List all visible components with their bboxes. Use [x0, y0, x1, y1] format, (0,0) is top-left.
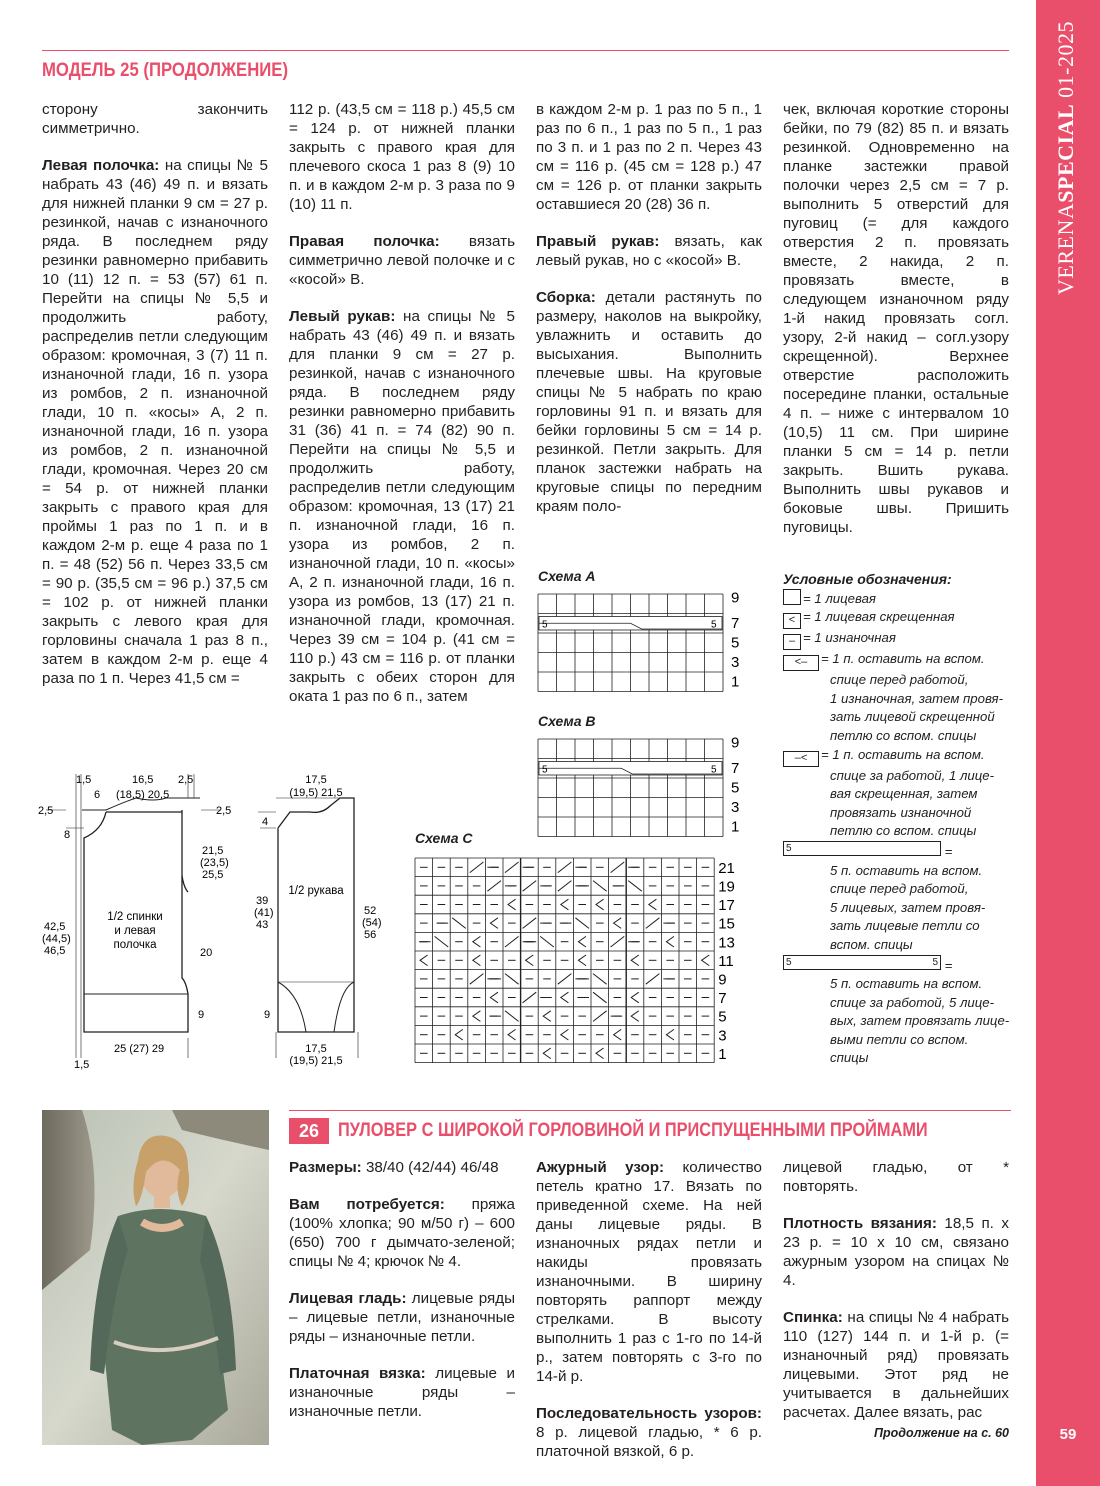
dim-label: (44,5) [42, 933, 71, 945]
section-heading: Левый рукав: [289, 308, 396, 325]
section-heading: Спинка: [783, 1309, 843, 1326]
dim-label: 9 [198, 1009, 205, 1021]
legend-text: = 1 лицевая [803, 590, 876, 606]
row-number: 15 [718, 915, 735, 933]
materials-paragraph [289, 1195, 515, 1271]
dim-label: 21,5 [202, 845, 224, 857]
row-number: 3 [731, 654, 740, 672]
back-paragraph [783, 1308, 1009, 1422]
scheme-c-label: Схема С [415, 830, 473, 846]
dim-label: 43 [256, 919, 269, 931]
twisted-symbol [596, 1048, 604, 1059]
paragraph: чек, включая короткие стороны бейки, по 79 (82) 85 п. и вязать резинкой. Одновременно на планке застежки правой полочки через 2,5 см = 7 р. выполнить 5 отверстий для пуговиц (= для каждого отверстия 2 п. провязать вместе, 2 накида, 2 п. провязать вместе, в следующем изнаночном ряду 1-й накид провязать согл. узору, 2-й накид – согл.узору скрещенной). Верхнее отверстие расположить посередине планки, остальные 4 п. – ниже с интервалом 10 (10,5) 11 см. При ширине планки 5 см = 14 р. петли закрыть. Вшить рукава. Выполнить швы рукавов и боковые швы. Пришить пуговицы. [783, 101, 1009, 536]
section-heading: Правая полочка: [289, 233, 440, 250]
cross-symbol [577, 992, 606, 1003]
cable-count: 5 [542, 619, 548, 631]
row-number: 13 [718, 934, 735, 952]
twisted-symbol [596, 899, 604, 910]
twisted-symbol [490, 918, 498, 929]
text-column-1 [42, 100, 268, 706]
cross-symbol [577, 881, 606, 892]
header-rule [42, 50, 1009, 51]
dim-label: 1,5 [74, 1059, 90, 1071]
dim-label: 2,5 [38, 805, 54, 817]
cable-count: 5 [711, 764, 717, 776]
legend-text: = 1 п. оставить на вспом. [821, 746, 985, 762]
row-number: 1 [731, 818, 740, 836]
legend-text: 5 п. оставить на вспом. [830, 976, 983, 992]
twisted-symbol [473, 1011, 481, 1022]
paragraph-assembly [536, 288, 762, 516]
row-number: 19 [718, 878, 735, 896]
section-text: на спицы № 5 набрать 43 (46) 49 п. и вязать для планки 9 см = 27 р. резинкой, начав с изнаночного ряда. В последнем ряду резинки равномерно прибавить 31 (36) 41 п. = 74 (82) 90 п. Перейти на спицы № 5,5 и продолжить работу, распределив петли следующим образом: кромочная, 13 (17) 21 п. изнаночной глади, 16 п. узора из ромбов, 2 п. изнаночной глади, 10 п. «косы» А, 2 п. изнаночной глади, 16 п. узора из ромбов, 13 (17) 21 п. изнаночной глади, кромочная. Через 39 см = 104 р. (41 см = 110 р.) 43 см = 116 р. от планки закрыть с обеих сторон для оката 1 раз по 6 п., затем [289, 308, 515, 705]
row-number: 17 [718, 897, 735, 915]
legend-text: = 1 изнаночная [803, 630, 896, 646]
brand-name-bold: SPECIAL [1053, 103, 1078, 203]
legend-text: провязать изнаночной [830, 804, 972, 820]
twisted-symbol [614, 918, 622, 929]
cross-symbol [489, 974, 518, 985]
stockinette-paragraph [289, 1289, 515, 1346]
dim-label: 17,5 [305, 1043, 327, 1055]
section-heading: Размеры: [289, 1159, 362, 1176]
section-text: 38/40 (42/44) 46/48 [361, 1159, 499, 1176]
sweater-photo-icon [42, 1110, 269, 1445]
legend-cable-back [783, 955, 1023, 1069]
dim-label: 17,5 [305, 774, 327, 786]
piece-label: полочка [113, 939, 157, 951]
twisted-symbol [490, 992, 498, 1003]
paragraph: 112 р. (43,5 см = 118 р.) 45,5 см = 124 р. от нижней планки закрыть с правого края для плечевого скоса 1 раз 8 (9) 10 п. и в каждом 2-м р. 3 раза по 9 (10) 11 п. [289, 101, 515, 213]
row-number: 21 [718, 859, 735, 877]
legend-text: = 1 лицевая скрещенная [803, 609, 955, 625]
cable-count: 5 [932, 956, 938, 968]
model26-column-3 [783, 1158, 1009, 1440]
back-front-pattern [36, 768, 236, 1073]
dim-label: 20 [200, 947, 213, 959]
model26-rule [289, 1110, 1011, 1111]
twisted-symbol [649, 899, 657, 910]
legend-text: 1 изнаночная, затем провя- [830, 690, 1003, 706]
cross-back-symbol-icon: –< [783, 751, 819, 767]
twisted-symbol [473, 955, 481, 966]
legend-text: спице перед работой, [830, 881, 969, 897]
legend-cross-front [783, 650, 1023, 745]
dim-label: (54) [362, 917, 382, 929]
piece-label: и левая [114, 925, 156, 937]
paragraph-left-front [42, 156, 268, 688]
model-photo [42, 1110, 269, 1445]
dim-label: (23,5) [200, 857, 229, 869]
cross-symbol [577, 974, 606, 985]
section-heading: Левая полочка: [42, 157, 160, 174]
legend-purl [783, 629, 1023, 650]
section-heading: Сборка: [536, 289, 596, 306]
row-number: 5 [731, 779, 740, 797]
section-heading: Ажурный узор: [536, 1159, 665, 1176]
section-text: количество петель кратно 17. Вязать по приведенной схеме. На ней даны лицевые ряды. В изнаночных рядах петли и накиды провязать изнаночными. В ширину повторять раппорт между стрелками. В высоту выполнить 1 раз с 1-го по 14-й р., затем повторять с 3-го по 14-й р. [536, 1159, 762, 1385]
piece-label: 1/2 спинки [107, 911, 163, 923]
cable-back-symbol-icon [783, 955, 941, 970]
cross-front-symbol-icon: <– [783, 655, 819, 671]
row-number: 5 [731, 634, 740, 652]
garter-paragraph [289, 1364, 515, 1421]
row-number: 7 [731, 615, 740, 633]
dim-label: 42,5 [44, 921, 66, 933]
cable-count: 5 [711, 619, 717, 631]
cross-symbol [560, 918, 589, 929]
section-text: вязать симметрично левой полочке и с «косой» В. [289, 233, 515, 288]
model-title: МОДЕЛЬ 25 (ПРОДОЛЖЕНИЕ) [42, 60, 289, 81]
twisted-symbol [561, 992, 569, 1003]
model26-column-1 [289, 1158, 515, 1439]
row-number: 9 [731, 737, 740, 752]
purl-symbol-icon: – [783, 634, 801, 650]
paragraph-right-front [289, 232, 515, 289]
cable-count: 5 [542, 764, 548, 776]
row-number: 11 [718, 952, 734, 970]
legend-text: спице за работой, 5 лице- [830, 994, 994, 1010]
dim-label: 6 [94, 789, 101, 801]
twisted-symbol [666, 1029, 674, 1040]
dim-label: 8 [64, 829, 71, 841]
legend-text: зать лицевые петли со [830, 918, 980, 934]
twisted-symbol [561, 1029, 569, 1040]
twisted-symbol [631, 955, 639, 966]
cross-symbol [419, 936, 448, 947]
twisted-symbol [420, 955, 428, 966]
section-text: лицевые ряды – лицевые петли, изнаночные ряды – изнаночные петли. [289, 1290, 515, 1345]
row-number: 7 [731, 760, 740, 778]
cable-count: 5 [786, 956, 792, 968]
piece-label: 1/2 рукава [288, 885, 344, 897]
row-number: 9 [731, 592, 740, 607]
twisted-symbol [578, 936, 586, 947]
legend-cable-front [783, 841, 1023, 955]
paragraph: лицевой гладью, от * повторять. [783, 1159, 1009, 1195]
legend-text: 5 п. оставить на вспом. [830, 862, 983, 878]
twisted-symbol [543, 1011, 551, 1022]
knit-symbol-icon [783, 589, 801, 605]
section-text: пряжа (100% хлопка; 90 м/50 г) – 600 (650) 700 г дымчато-зеленой; спицы № 4; крючок № 4. [289, 1196, 515, 1270]
sleeve-pattern [250, 768, 390, 1073]
page-number: 59 [1059, 1426, 1077, 1443]
legend-text: вая скрещенная, затем [830, 786, 978, 802]
section-text: лицевые и изнаночные ряды – изнаночные петли. [289, 1365, 515, 1420]
row-number: 9 [718, 971, 727, 989]
twisted-symbol [666, 936, 674, 947]
twisted-symbol [631, 1011, 639, 1022]
cross-symbol [489, 1011, 518, 1022]
row-number: 1 [731, 673, 740, 691]
twisted-symbol [631, 992, 639, 1003]
row-number: 5 [718, 1008, 727, 1026]
dim-label: 25 (27) 29 [114, 1043, 165, 1055]
twisted-symbol [526, 955, 534, 966]
section-text: на спицы № 4 набрать 110 (127) 144 п. и 1-й р. (= изнаночный ряд) провязать лицевыми. Этот ряд не учитывается в дальнейших расчетах. Далее вязать, рас [783, 1309, 1009, 1421]
legend [783, 570, 1023, 1068]
section-text: 8 р. лицевой гладью, * 6 р. платочной вязкой, 6 р. [536, 1424, 762, 1460]
brand-name: VERENA [1053, 202, 1078, 295]
scheme-b-chart [536, 737, 746, 841]
section-text: 18,5 п. х 23 р. = 10 х 10 см, связано ажурным узором на спицах № 4. [783, 1215, 1009, 1289]
legend-text: 5 лицевых, затем провя- [830, 899, 986, 915]
legend-text: = [944, 843, 953, 859]
section-text: детали растянуть по размеру, наколов на выкройку, увлажнить и оставить до высыхания. Выполнить плечевые швы. На круговые спицы № 5 набрать по краю горловины 91 п. и вязать для бейки горловины 5 см = 14 р. резинкой. Петли закрыть. Для планок застежки набрать на круговые спицы по передним краям поло- [536, 289, 762, 515]
twisted-symbol [473, 936, 481, 947]
legend-text: спице за работой, 1 лице- [830, 767, 994, 783]
twisted-symbol [455, 1029, 463, 1040]
cross-symbol [525, 936, 554, 947]
row-number: 3 [718, 1027, 727, 1045]
dim-label: 4 [262, 816, 269, 828]
twisted-symbol [561, 899, 569, 910]
magazine-brand [1046, 21, 1086, 295]
scheme-b-label: Схема В [538, 713, 596, 729]
twisted-symbol [578, 955, 586, 966]
cross-symbol [613, 881, 642, 892]
row-number: 7 [718, 990, 727, 1008]
legend-text: спицы [830, 1050, 869, 1066]
section-heading: Платочная вязка: [289, 1365, 426, 1382]
cable-front-symbol-icon [783, 841, 941, 856]
cable-count: 5 [786, 842, 792, 854]
legend-text: = [944, 957, 953, 973]
legend-text: зать лицевой скрещенной [830, 709, 995, 725]
paragraph: в каждом 2-м р. 1 раз по 5 п., 1 раз по 6 п., 1 раз по 5 п., 1 раз по 3 п. и 1 раз по 2 п. Через 43 см = 116 р. (45 см = 128 р.) 47 см = 126 р. от планки закрыть оставшиеся 20 (28) 36 п. [536, 101, 762, 213]
sizes-paragraph [289, 1158, 515, 1177]
dim-label: 1,5 [76, 774, 92, 786]
dim-label: 46,5 [44, 945, 66, 957]
row-number: 3 [731, 799, 740, 817]
lace-paragraph [536, 1158, 762, 1386]
legend-text: вых, затем провязать лице- [830, 1013, 1010, 1029]
dim-label: 39 [256, 895, 269, 907]
section-text: вязать, как левый рукав, но с «косой» В. [536, 233, 763, 269]
paragraph-right-sleeve [536, 232, 762, 270]
twisted-knit-symbol-icon: < [783, 613, 801, 629]
scheme-c-chart [413, 855, 743, 1067]
paragraph: сторону закончить симметрично. [42, 101, 268, 137]
twisted-symbol [508, 1029, 516, 1040]
legend-text: петлю со вспом. спицы [830, 823, 977, 839]
issue-number: 01-2025 [1053, 21, 1078, 98]
section-heading: Последовательность узоров: [536, 1405, 762, 1422]
legend-title: Условные обозначения: [783, 571, 952, 587]
model26-title: ПУЛОВЕР С ШИРОКОЙ ГОРЛОВИНОЙ И ПРИСПУЩЕННЫМИ ПРОЙМАМИ [338, 1120, 928, 1141]
scheme-a-chart [536, 592, 746, 696]
twisted-symbol [508, 899, 516, 910]
legend-cross-back [783, 746, 1023, 841]
paragraph-left-sleeve [289, 307, 515, 706]
text-column-2 [289, 100, 515, 724]
dim-label: 25,5 [202, 869, 224, 881]
dim-label: (18,5) 20,5 [116, 789, 170, 801]
gauge-paragraph [783, 1214, 1009, 1290]
cross-symbol [437, 918, 466, 929]
section-heading: Плотность вязания: [783, 1215, 937, 1232]
legend-text: спице перед работой, [830, 672, 969, 688]
dim-label: 2,5 [178, 774, 194, 786]
model26-column-2 [536, 1158, 762, 1479]
sequence-paragraph [536, 1404, 762, 1461]
legend-text: выми петли со вспом. [830, 1031, 969, 1047]
row-number: 1 [718, 1045, 727, 1063]
dim-label: 9 [264, 1009, 271, 1021]
section-text: на спицы № 5 набрать 43 (46) 49 п. и вязать для нижней планки 9 см = 27 р. резинкой, начав с изнаночного ряда. В последнем ряду резинки равномерно прибавить 10 (11) 12 п. = 53 (57) 61 п. Перейти на спицы № 5,5 и продолжить работу, распределив петли следующим образом: кромочная, 3 (7) 11 п. изнаночной глади, 16 п. узора из ромбов, 2 п. изнаночной глади, 10 п. «косы» А, 2 п. изнаночной глади, 16 п. узора из ромбов, 2 п. изнаночной глади, кромочная. Через 20 см = 54 р. от нижней планки закрыть с правого края для проймы 1 раз по 1 п. и в каждом 2-м р. еще 4 раза по 1 п. = 48 (52) 56 п. Через 33,5 см = 90 р. (35,5 см = 96 р.) 37,5 см = 102 р. от нижней планки закрыть с левого края для горловины сначала 1 раз 8 п., затем в каждом 2-м р. еще 4 раза по 1 п. Через 41,5 см = [42, 157, 269, 687]
text-column-4 [783, 100, 1009, 555]
dim-label: 52 [364, 905, 377, 917]
legend-text: вспом. спицы [830, 936, 913, 952]
legend-text: петлю со вспом. спицы [830, 727, 977, 743]
section-heading: Правый рукав: [536, 233, 660, 250]
legend-knit [783, 589, 1023, 609]
dim-label: 2,5 [216, 805, 232, 817]
dim-label: 56 [364, 929, 377, 941]
dim-label: (19,5) 21,5 [289, 1055, 343, 1067]
model26-number: 26 [289, 1118, 329, 1144]
continued-note: Продолжение на с. 60 [874, 1426, 1009, 1440]
twisted-symbol [543, 1048, 551, 1059]
text-column-3 [536, 100, 762, 534]
dim-label: (41) [254, 907, 274, 919]
legend-text: = 1 п. оставить на вспом. [821, 651, 985, 667]
scheme-a-label: Схема А [538, 568, 596, 584]
section-heading: Лицевая гладь: [289, 1290, 407, 1307]
legend-twisted [783, 608, 1023, 629]
section-heading: Вам потребуется: [289, 1196, 445, 1213]
twisted-symbol [614, 1029, 622, 1040]
twisted-symbol [702, 955, 710, 966]
dim-label: (19,5) 21,5 [289, 787, 343, 799]
dim-label: 16,5 [132, 774, 154, 786]
